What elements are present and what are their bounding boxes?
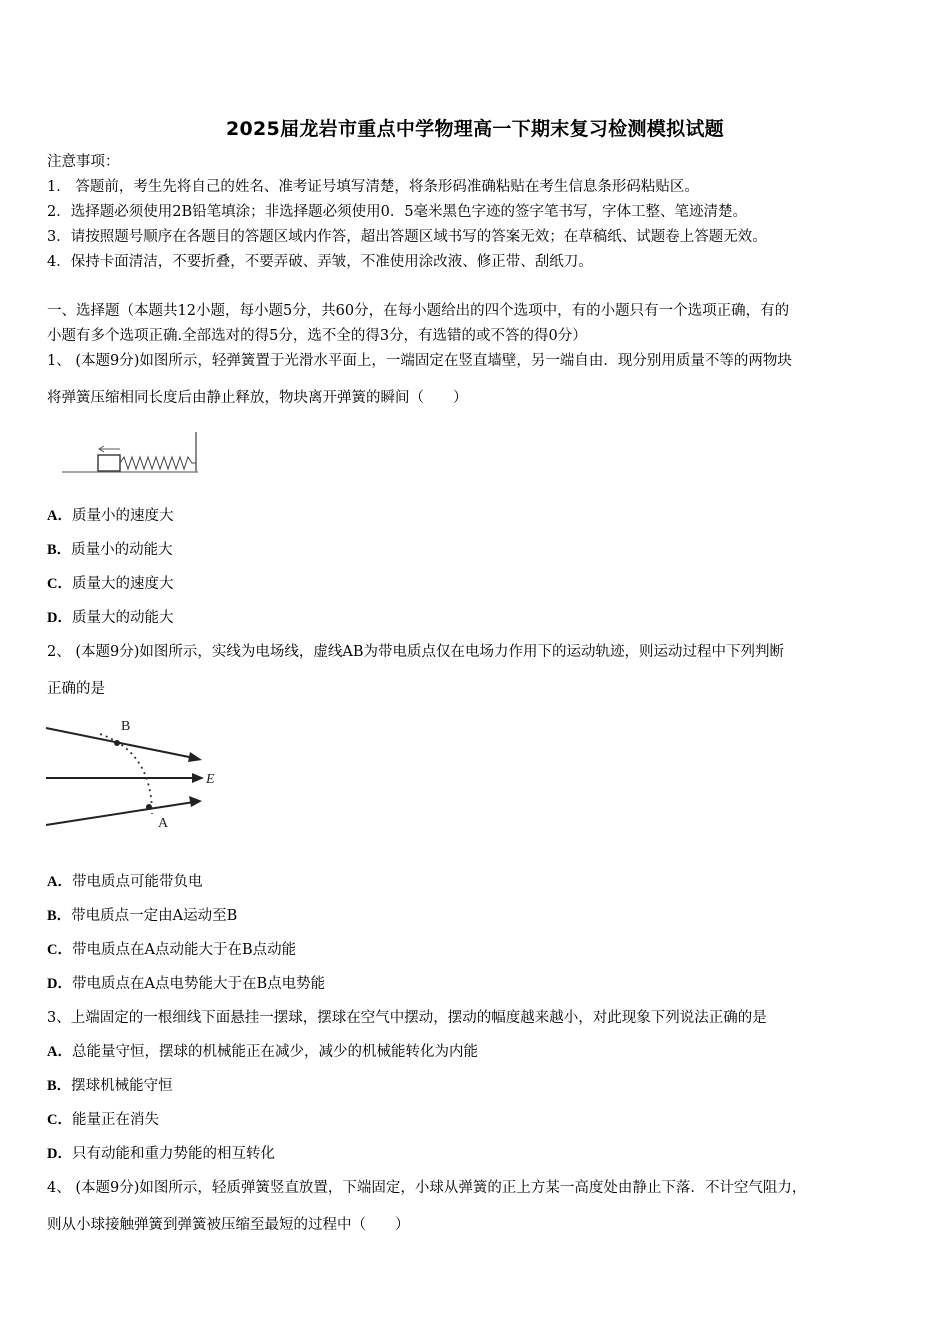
option-d[interactable]: D．只有动能和重力势能的相互转化 [47, 1146, 275, 1162]
notice-item: 1． 答题前，考生先将自己的姓名、准考证号填写清楚，将条形码准确粘贴在考生信息条形码粘贴区。 [47, 179, 699, 195]
option-a[interactable]: A．质量小的速度大 [47, 508, 174, 524]
section-heading: 一、选择题（本题共12小题，每小题5分，共60分，在每小题给出的四个选项中，有的小题只有一个选项正确，有的 [47, 303, 790, 319]
notice-item: 2．选择题必须使用2B铅笔填涂；非选择题必须使用0．5毫米黑色字迹的签字笔书写，字体工整、笔迹清楚。 [47, 204, 748, 220]
question-1-stem: 1、 (本题9分)如图所示，轻弹簧置于光滑水平面上，一端固定在竖直墙壁，另一端自由．现分别用质量不等的两物块 [47, 353, 792, 369]
option-a[interactable]: A．带电质点可能带负电 [47, 874, 203, 890]
question-2-stem-cont: 正确的是 [47, 681, 105, 697]
point-a-label: A [158, 816, 169, 831]
option-b[interactable]: B．摆球机械能守恒 [47, 1078, 173, 1094]
question-3-stem: 3、上端固定的一根细线下面悬挂一摆球，摆球在空气中摆动，摆动的幅度越来越小，对此现象下列说法正确的是 [47, 1010, 767, 1026]
notice-heading: 注意事项： [47, 154, 120, 170]
option-d[interactable]: D．质量大的动能大 [47, 610, 174, 626]
section-heading-cont: 小题有多个选项正确.全部选对的得5分，选不全的得3分，有选错的或不答的得0分） [47, 328, 587, 344]
option-c[interactable]: C．带电质点在A点动能大于在B点动能 [47, 942, 297, 958]
spring-block-figure [58, 428, 208, 478]
question-2-stem: 2、 (本题9分)如图所示，实线为电场线，虚线AB为带电质点仅在电场力作用下的运动轨迹，则运动过程中下列判断 [47, 644, 784, 660]
option-b[interactable]: B．带电质点一定由A运动至B [47, 908, 238, 924]
notice-item: 3．请按照题号顺序在各题目的答题区域内作答，超出答题区域书写的答案无效；在草稿纸、试题卷上答题无效。 [47, 229, 767, 245]
question-1-stem-cont: 将弹簧压缩相同长度后由静止释放，物块离开弹簧的瞬间（ ） [47, 390, 468, 406]
option-b[interactable]: B．质量小的动能大 [47, 542, 173, 558]
page-title: 2025届龙岩市重点中学物理高一下期末复习检测模拟试题 [226, 118, 724, 140]
field-e-label: E [206, 772, 215, 787]
question-4-stem: 4、 (本题9分)如图所示，轻质弹簧竖直放置，下端固定，小球从弹簧的正上方某一高度处由静止下落．不计空气阻力， [47, 1180, 807, 1196]
option-c[interactable]: C．能量正在消失 [47, 1112, 159, 1128]
option-a[interactable]: A．总能量守恒，摆球的机械能正在减少，减少的机械能转化为内能 [47, 1044, 478, 1060]
point-b-label: B [121, 719, 131, 734]
question-4-stem-cont: 则从小球接触弹簧到弹簧被压缩至最短的过程中（ ） [47, 1217, 410, 1233]
notice-item: 4．保持卡面清洁，不要折叠，不要弄破、弄皱，不准使用涂改液、修正带、刮纸刀。 [47, 254, 593, 270]
option-c[interactable]: C．质量大的速度大 [47, 576, 174, 592]
electric-field-figure [42, 712, 232, 832]
option-d[interactable]: D．带电质点在A点电势能大于在B点电势能 [47, 976, 326, 992]
